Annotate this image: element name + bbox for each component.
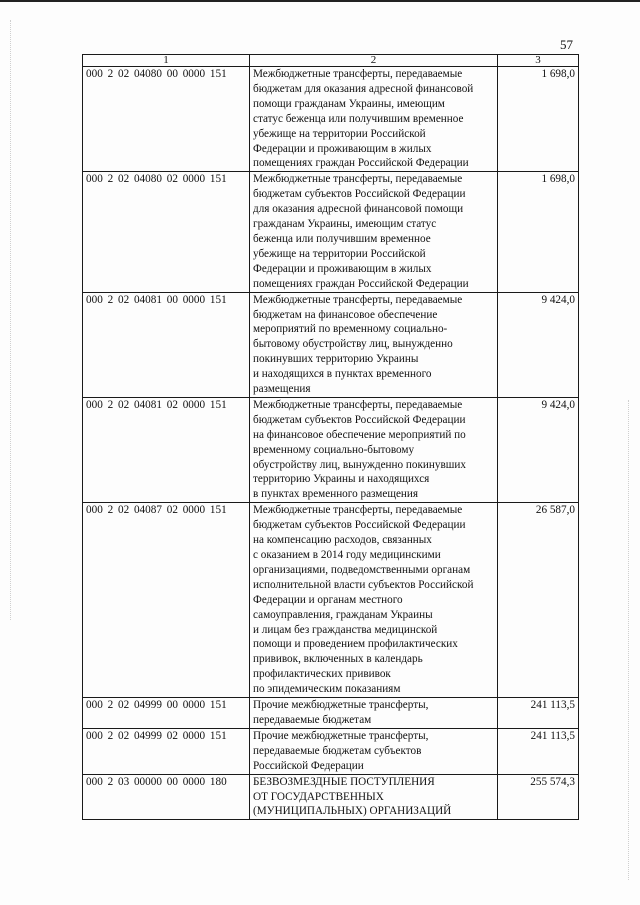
column-header-amount: 3: [498, 55, 579, 67]
amount: 241 113,5: [498, 698, 579, 729]
budget-code: 000 2 02 04080 00 0000 151: [83, 67, 250, 172]
scan-border-top: [0, 0, 640, 2]
revenue-name: Прочие межбюджетные трансферты, передаваемые бюджетам субъектов Российской Федерации: [250, 728, 498, 774]
amount: 1 698,0: [498, 67, 579, 172]
revenue-name: Прочие межбюджетные трансферты, передаваемые бюджетам: [250, 698, 498, 729]
table-row: [83, 774, 579, 820]
table-row: [83, 728, 579, 774]
budget-table: [82, 54, 579, 820]
revenue-name: Межбюджетные трансферты, передаваемые бюджетам субъектов Российской Федерации для оказания адресной финансовой помощи гражданам Украины, имеющим статус беженца или получившим временное убежище на территории Российской Федерации и проживающим в жилых помещениях граждан Российской Федерации: [250, 172, 498, 292]
amount: 1 698,0: [498, 172, 579, 292]
amount: 9 424,0: [498, 292, 579, 397]
page-number: 57: [560, 37, 573, 52]
column-header-name: 2: [250, 55, 498, 67]
table-header-row: [83, 55, 579, 67]
scan-border-left: [10, 20, 12, 620]
amount: 9 424,0: [498, 397, 579, 502]
table-row: [83, 698, 579, 729]
budget-code: 000 2 02 04999 02 0000 151: [83, 728, 250, 774]
amount: 255 574,3: [498, 774, 579, 820]
budget-code: 000 2 03 00000 00 0000 180: [83, 774, 250, 820]
revenue-name: БЕЗВОЗМЕЗДНЫЕ ПОСТУПЛЕНИЯ ОТ ГОСУДАРСТВЕННЫХ (МУНИЦИПАЛЬНЫХ) ОРГАНИЗАЦИЙ: [250, 774, 498, 820]
column-header-code: 1: [83, 55, 250, 67]
amount: 26 587,0: [498, 503, 579, 698]
scan-border-right: [628, 400, 630, 880]
table-row: [83, 67, 579, 172]
table-row: [83, 397, 579, 502]
revenue-name: Межбюджетные трансферты, передаваемые бюджетам для оказания адресной финансовой помощи гражданам Украины, имеющим статус беженца или получившим временное убежище на территории Российской Федерации и проживающим в жилых помещениях граждан Российской Федерации: [250, 67, 498, 172]
budget-code: 000 2 02 04999 00 0000 151: [83, 698, 250, 729]
budget-code: 000 2 02 04087 02 0000 151: [83, 503, 250, 698]
revenue-name: Межбюджетные трансферты, передаваемые бюджетам субъектов Российской Федерации на финансовое обеспечение мероприятий по временному социально-бытовому обустройству лиц, вынужденно покинувших территорию Украины и находящихся в пунктах временного размещения: [250, 397, 498, 502]
budget-code: 000 2 02 04081 00 0000 151: [83, 292, 250, 397]
budget-code: 000 2 02 04080 02 0000 151: [83, 172, 250, 292]
revenue-name: Межбюджетные трансферты, передаваемые бюджетам на финансовое обеспечение мероприятий по временному социально- бытовому обустройству лиц, вынужденно покинувших территорию Украины и находящихся в пунктах временного размещения: [250, 292, 498, 397]
budget-code: 000 2 02 04081 02 0000 151: [83, 397, 250, 502]
table-row: [83, 172, 579, 292]
table-row: [83, 503, 579, 698]
amount: 241 113,5: [498, 728, 579, 774]
revenue-name: Межбюджетные трансферты, передаваемые бюджетам субъектов Российской Федерации на компенсацию расходов, связанных с оказанием в 2014 году медицинскими организациями, подведомственными органам исполнительной власти субъектов Российской Федерации и органам местного самоуправления, гражданам Украины и лицам без гражданства медицинской помощи и проведением профилактических прививок, включенных в календарь профилактических прививок по эпидемическим показаниям: [250, 503, 498, 698]
table-row: [83, 292, 579, 397]
